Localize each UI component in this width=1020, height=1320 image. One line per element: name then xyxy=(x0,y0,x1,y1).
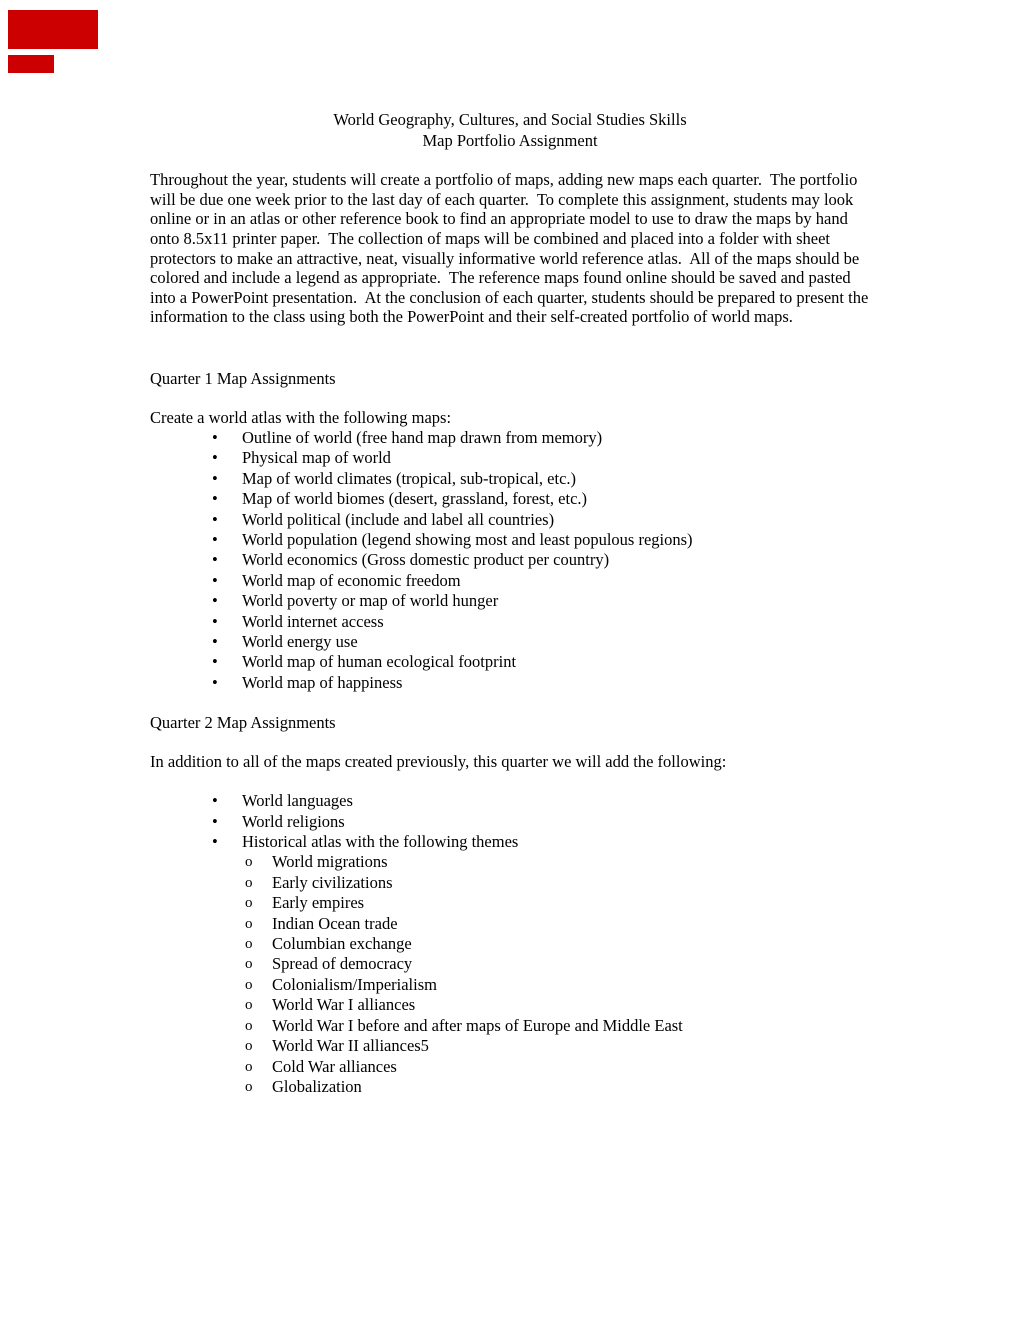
sub-bullet-icon: o xyxy=(245,895,253,912)
red-marker-small xyxy=(8,55,54,73)
sub-list-item xyxy=(150,873,870,893)
list-item xyxy=(150,632,870,652)
document-subtitle: Map Portfolio Assignment xyxy=(422,130,598,150)
bullet-icon: • xyxy=(212,489,218,509)
sub-list-item-label: World War II alliances5 xyxy=(272,1036,429,1056)
sub-bullet-icon: o xyxy=(245,936,253,953)
sub-list-item-label: Cold War alliances xyxy=(272,1056,397,1076)
list-item xyxy=(150,591,870,611)
red-marker-large xyxy=(8,10,98,49)
list-item-label: World languages xyxy=(242,791,353,811)
list-item-label: World map of human ecological footprint xyxy=(242,652,517,672)
sub-list-item xyxy=(150,1057,870,1077)
list-item xyxy=(150,612,870,632)
list-item-label: World economics (Gross domestic product per country) xyxy=(242,550,610,570)
sub-list-item-label: World War I before and after maps of Europe and Middle East xyxy=(272,1015,683,1035)
list-item-label: Physical map of world xyxy=(242,448,391,468)
sub-list-item xyxy=(150,995,870,1015)
sub-list-item xyxy=(150,914,870,934)
bullet-icon: • xyxy=(212,632,218,651)
sub-bullet-icon: o xyxy=(245,956,253,973)
list-item-label: World internet access xyxy=(242,611,384,631)
list-item-label: World energy use xyxy=(242,632,358,651)
bullet-icon: • xyxy=(212,448,218,468)
quarter2-list-intro: In addition to all of the maps created previously, this quarter we will add the following: xyxy=(150,752,727,772)
bullet-icon: • xyxy=(212,832,218,852)
list-item-label: Historical atlas with the following themes xyxy=(242,832,519,852)
historical-atlas-sub-list xyxy=(150,852,870,1097)
sub-list-item xyxy=(150,852,870,872)
list-item xyxy=(150,428,870,448)
list-item xyxy=(150,832,870,852)
bullet-icon: • xyxy=(212,468,218,488)
bullet-icon: • xyxy=(212,427,218,447)
document-title: World Geography, Cultures, and Social Studies Skills xyxy=(333,110,687,129)
section-heading-quarter2: Quarter 2 Map Assignments xyxy=(150,713,336,733)
sub-bullet-icon: o xyxy=(245,874,253,891)
quarter1-list-intro: Create a world atlas with the following maps: xyxy=(150,407,452,427)
sub-bullet-icon: o xyxy=(245,997,253,1014)
sub-list-item xyxy=(150,893,870,913)
bullet-icon: • xyxy=(212,611,218,631)
list-item xyxy=(150,673,870,693)
list-item xyxy=(150,550,870,570)
sub-bullet-icon: o xyxy=(245,1017,253,1034)
quarter1-bullet-list xyxy=(150,428,870,693)
sub-bullet-icon: o xyxy=(245,1058,253,1075)
list-item-label: World political (include and label all countries) xyxy=(242,509,555,529)
sub-bullet-icon: o xyxy=(245,854,253,871)
list-item-label: World population (legend showing most and least populous regions) xyxy=(242,529,693,549)
sub-bullet-icon: o xyxy=(245,1078,253,1095)
title-block xyxy=(150,110,870,151)
list-item-label: World poverty or map of world hunger xyxy=(242,591,499,611)
bullet-icon: • xyxy=(212,672,218,692)
list-item xyxy=(150,530,870,550)
list-item xyxy=(150,812,870,832)
list-item xyxy=(150,571,870,591)
bullet-icon: • xyxy=(212,591,218,611)
sub-bullet-icon: o xyxy=(245,1038,253,1055)
list-item xyxy=(150,652,870,672)
list-item-label: World map of economic freedom xyxy=(242,570,461,590)
list-item-label: World religions xyxy=(242,811,345,831)
bullet-icon: • xyxy=(212,509,218,529)
list-item xyxy=(150,469,870,489)
sub-list-item-label: Early civilizations xyxy=(272,872,393,892)
bullet-icon: • xyxy=(212,791,218,811)
bullet-icon: • xyxy=(212,529,218,549)
bullet-icon: • xyxy=(212,570,218,590)
sub-list-item xyxy=(150,1016,870,1036)
sub-list-item xyxy=(150,975,870,995)
list-item xyxy=(150,791,870,811)
list-item-label: Map of world climates (tropical, sub-tropical, etc.) xyxy=(242,468,577,488)
sub-list-item xyxy=(150,934,870,954)
sub-list-item-label: World migrations xyxy=(272,852,388,872)
list-item xyxy=(150,489,870,509)
bullet-icon: • xyxy=(212,652,218,672)
sub-list-item xyxy=(150,1036,870,1056)
bullet-icon: • xyxy=(212,811,218,831)
sub-list-item-label: World War I alliances xyxy=(272,995,416,1015)
quarter2-bullet-list xyxy=(150,791,870,852)
list-item-label: World map of happiness xyxy=(242,672,403,692)
sub-bullet-icon: o xyxy=(245,976,253,993)
list-item-label: Map of world biomes (desert, grassland, forest, etc.) xyxy=(242,489,588,509)
bullet-icon: • xyxy=(212,550,218,570)
spacer xyxy=(150,772,870,791)
list-item xyxy=(150,510,870,530)
section-heading-quarter1: Quarter 1 Map Assignments xyxy=(150,368,336,388)
list-item-label: Outline of world (free hand map drawn from memory) xyxy=(242,427,603,447)
sub-list-item xyxy=(150,954,870,974)
sub-list-item-label: Colonialism/Imperialism xyxy=(272,974,437,994)
sub-list-item-label: Indian Ocean trade xyxy=(272,913,398,933)
sub-bullet-icon: o xyxy=(245,915,253,932)
sub-list-item-label: Columbian exchange xyxy=(272,934,412,954)
list-item xyxy=(150,448,870,468)
sub-list-item-label: Early empires xyxy=(272,893,365,913)
sub-list-item-label: Globalization xyxy=(272,1076,362,1096)
sub-list-item xyxy=(150,1077,870,1097)
intro-paragraph: Throughout the year, students will create a portfolio of maps, adding new maps each quarter. The portfolio will be due one week prior to the last day of each quarter. To complete this assignment, students may look online or in an atlas or other reference book to find an appropriate model to use to draw the maps by hand onto 8.5x11 printer paper. The collection of maps will be combined and placed into a folder with sheet protectors to make an attractive, neat, visually informative world reference atlas. All of the maps should be colored and include a legend as appropriate. The reference maps found online should be saved and pasted into a PowerPoint presentation. At the conclusion of each quarter, students should be prepared to present the information to the class using both the PowerPoint and their self-created portfolio of world maps. xyxy=(150,170,873,327)
sub-list-item-label: Spread of democracy xyxy=(272,954,413,974)
